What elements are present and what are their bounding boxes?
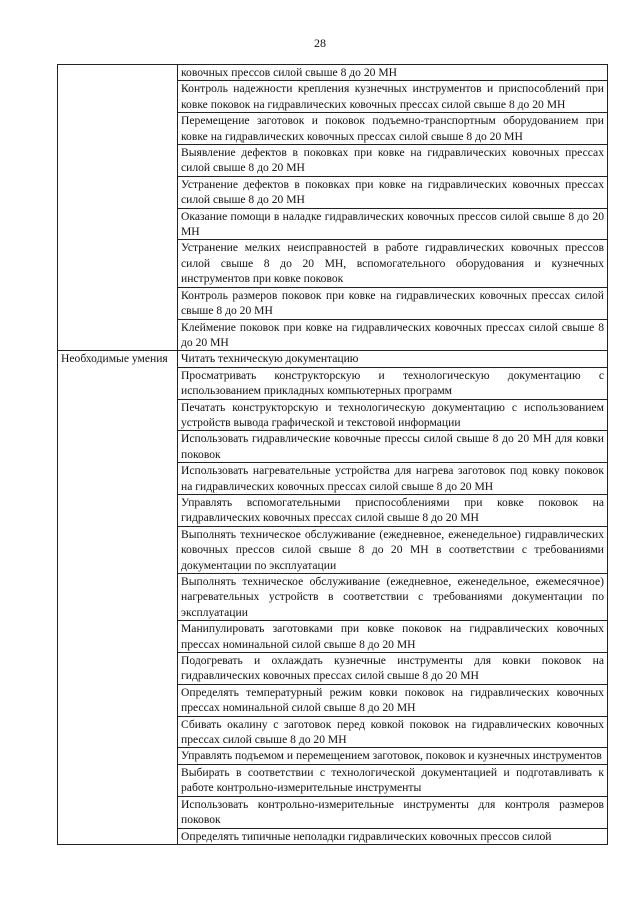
table-cell: Устранение мелких неисправностей в работе гидравлических ковочных прессов силой свыше 8 до 20 МН, вспомогательного оборудования и кузнечных инструментов при ковке поковок bbox=[178, 240, 608, 287]
table-cell: Контроль размеров поковок при ковке на гидравлических ковочных прессах силой свыше 8 до 20 МН bbox=[178, 287, 608, 319]
table-cell: Использовать нагревательные устройства для нагрева заготовок под ковку поковок на гидравлических ковочных прессах силой свыше 8 до 20 МН bbox=[178, 463, 608, 495]
table-cell: Выявление дефектов в поковках при ковке на гидравлических ковочных прессах силой свыше 8 до 20 МН bbox=[178, 145, 608, 177]
page-number: 28 bbox=[314, 36, 326, 50]
table-row bbox=[58, 65, 608, 81]
table-cell: Оказание помощи в наладке гидравлических ковочных прессов силой свыше 8 до 20 МН bbox=[178, 208, 608, 240]
table-cell: Сбивать окалину с заготовок перед ковкой поковок на гидравлических ковочных прессах силой свыше 8 до 20 МН bbox=[178, 716, 608, 748]
table-cell: Просматривать конструкторскую и технологическую документацию с использованием прикладных компьютерных программ bbox=[178, 367, 608, 399]
section-label-cell bbox=[58, 65, 178, 351]
table-cell: Читать техническую документацию bbox=[178, 351, 608, 367]
table-cell: Управлять вспомогательными приспособлениями при ковке поковок на гидравлических ковочных прессах силой свыше 8 до 20 МН bbox=[178, 494, 608, 526]
section-label-cell bbox=[58, 351, 178, 845]
table-cell: Использовать гидравлические ковочные прессы силой свыше 8 до 20 МН для ковки поковок bbox=[178, 431, 608, 463]
table-cell: Выполнять техническое обслуживание (ежедневное, еженедельное, ежемесячное) нагревательных устройств в соответствии с требованиями документации по эксплуатации bbox=[178, 574, 608, 621]
table-cell: Перемещение заготовок и поковок подъемно-транспортным оборудованием при ковке на гидравлических ковочных прессах силой свыше 8 до 20 МН bbox=[178, 113, 608, 145]
table-cell: Устранение дефектов в поковках при ковке на гидравлических ковочных прессах силой свыше 8 до 20 МН bbox=[178, 176, 608, 208]
table-cell: Контроль надежности крепления кузнечных инструментов и приспособлений при ковке поковок на гидравлических ковочных прессах силой свыше 8 до 20 МН bbox=[178, 81, 608, 113]
table-cell: Манипулировать заготовками при ковке поковок на гидравлических ковочных прессах номинальной силой свыше 8 до 20 МН bbox=[178, 621, 608, 653]
table-cell: Использовать контрольно-измерительные инструменты для контроля размеров поковок bbox=[178, 796, 608, 828]
table-cell: Выполнять техническое обслуживание (ежедневное, еженедельное) гидравлических ковочных прессов силой свыше 8 до 20 МН в соответствии с требованиями документации по эксплуатации bbox=[178, 526, 608, 573]
section-label: Необходимые умения bbox=[61, 352, 168, 366]
table-cell: ковочных прессов силой свыше 8 до 20 МН bbox=[178, 65, 608, 81]
requirements-table bbox=[57, 64, 608, 845]
table-cell: Печатать конструкторскую и технологическую документацию с использованием устройств вывода графической и текстовой информации bbox=[178, 399, 608, 431]
table-cell: Подогревать и охлаждать кузнечные инструменты для ковки поковок на гидравлических ковочных прессах силой свыше 8 до 20 МН bbox=[178, 653, 608, 685]
table-cell: Управлять подъемом и перемещением заготовок, поковок и кузнечных инструментов bbox=[178, 748, 608, 764]
table-cell: Определять температурный режим ковки поковок на гидравлических ковочных прессах номинальной силой свыше 8 до 20 МН bbox=[178, 684, 608, 716]
table-cell: Клеймение поковок при ковке на гидравлических ковочных прессах силой свыше 8 до 20 МН bbox=[178, 319, 608, 351]
table-cell: Выбирать в соответствии с технологической документацией и подготавливать к работе контрольно-измерительные инструменты bbox=[178, 764, 608, 796]
table-row bbox=[58, 351, 608, 367]
table-cell: Определять типичные неполадки гидравлических ковочных прессов силой bbox=[178, 828, 608, 844]
